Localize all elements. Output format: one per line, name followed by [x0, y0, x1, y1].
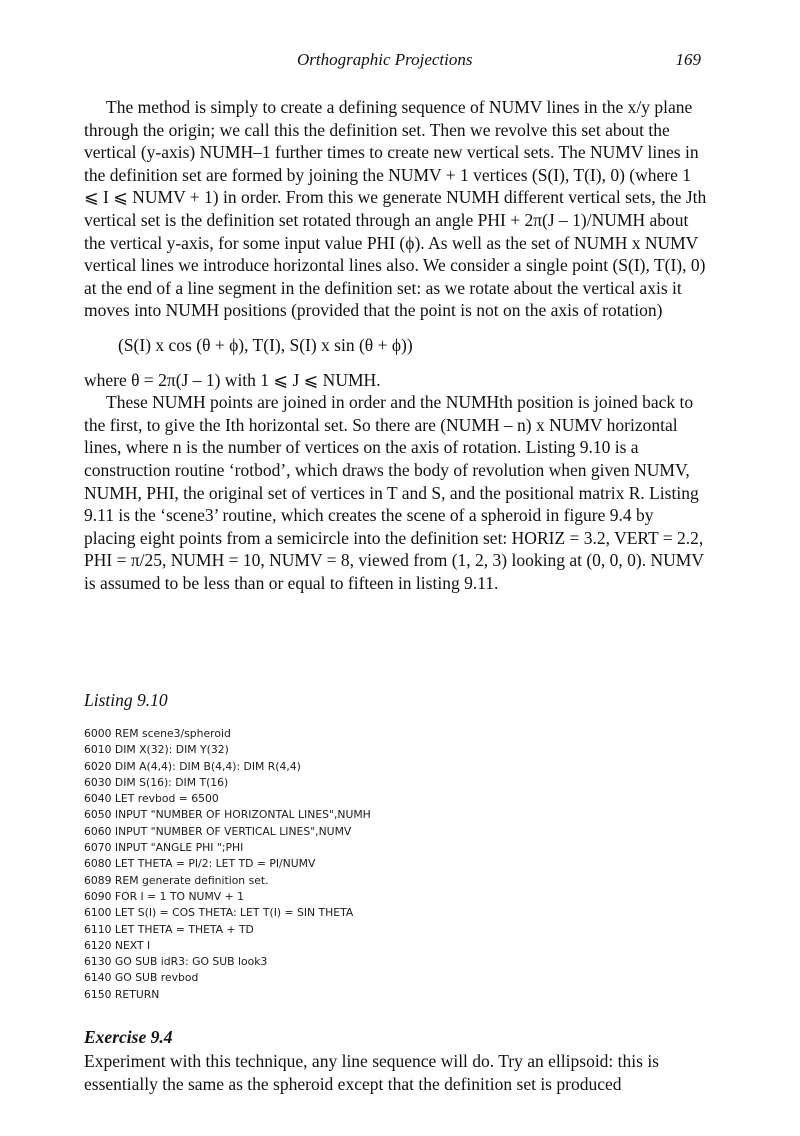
code-line: 6000 REM scene3/spheroid: [84, 727, 231, 740]
running-header: [84, 50, 701, 76]
code-line: 6040 LET revbod = 6500: [84, 792, 219, 806]
body-text: [84, 96, 708, 594]
paragraph-construction: These NUMH points are joined in order and the NUMHth position is joined back to the first, to give the Ith horizontal set. So there are (NUMH – n) x NUMV horizontal lines, where n is the number of vertices on the axis of rotation. Listing 9.10 is a construction routine ‘rotbod’, which draws the body of revolution when given NUMV, NUMH, PHI, the original set of vertices in T and S, and the positional matrix R. Listing 9.11 is the ‘scene3’ routine, which creates the scene of a spheroid in figure 9.4 by placing eight points from a semicircle into the definition set: HORIZ = 3.2, VERT = 2.2, PHI = π/25, NUMH = 10, NUMV = 8, viewed from (1, 2, 3) looking at (0, 0, 0). NUMV is assumed to be less than or equal to fifteen in listing 9.11.: [84, 392, 704, 593]
page-number: 169: [675, 50, 701, 69]
code-line: 6140 GO SUB revbod: [84, 971, 199, 985]
code-line: 6050 INPUT "NUMBER OF HORIZONTAL LINES",NUMH: [84, 808, 371, 822]
code-line: 6060 INPUT "NUMBER OF VERTICAL LINES",NUMV: [84, 824, 352, 838]
chapter-title: Orthographic Projections: [297, 50, 473, 69]
code-line: 6090 FOR I = 1 TO NUMV + 1: [84, 889, 244, 903]
listing-title: Listing 9.10: [84, 690, 168, 710]
code-line: 6010 DIM X(32): DIM Y(32): [84, 743, 229, 757]
exercise-text: Experiment with this technique, any line sequence will do. Try an ellipsoid: this is essentially the same as the spheroid except that the definition set is produced: [84, 1051, 659, 1094]
formula-rotation: (S(I) x cos (θ + ϕ), T(I), S(I) x sin (θ + ϕ)): [118, 334, 413, 355]
code-line: 6150 RETURN: [84, 987, 160, 1001]
code-line: 6130 GO SUB idR3: GO SUB look3: [84, 955, 268, 969]
code-line: 6020 DIM A(4,4): DIM B(4,4): DIM R(4,4): [84, 759, 301, 773]
exercise-title: Exercise 9.4: [84, 1027, 173, 1047]
code-listing: [84, 726, 644, 1003]
paragraph-theta: where θ = 2π(J – 1) with 1 ⩽ J ⩽ NUMH.: [84, 369, 381, 390]
code-line: 6100 LET S(I) = COS THETA: LET T(I) = SIN THETA: [84, 906, 354, 920]
code-line: 6120 NEXT I: [84, 938, 151, 952]
code-line: 6089 REM generate definition set.: [84, 873, 269, 887]
code-line: 6110 LET THETA = THETA + TD: [84, 922, 254, 936]
paragraph-method: The method is simply to create a defining sequence of NUMV lines in the x/y plane through the origin; we call this the definition set. Then we revolve this set about the vertical (y-axis) NUMH–1 further times to create new vertical sets. The NUMV lines in the definition set are formed by joining the NUMV + 1 vertices (S(I), T(I), 0) (where 1 ⩽ I ⩽ NUMV + 1) in order. From this we generate NUMH different vertical sets, the Jth vertical set is the definition set rotated through an angle PHI + 2π(J – 1)/NUMH about the vertical y-axis, for some input value PHI (ϕ). As well as the set of NUMH x NUMV vertical lines we introduce horizontal lines also. We consider a single point (S(I), T(I), 0) at the end of a line segment in the definition set: as we rotate about the vertical axis it moves into NUMH positions (provided that the point is not on the axis of rotation): [84, 97, 707, 321]
code-line: 6070 INPUT "ANGLE PHI ";PHI: [84, 841, 244, 855]
code-line: 6030 DIM S(16): DIM T(16): [84, 775, 229, 789]
code-line: 6080 LET THETA = PI/2: LET TD = PI/NUMV: [84, 857, 316, 871]
